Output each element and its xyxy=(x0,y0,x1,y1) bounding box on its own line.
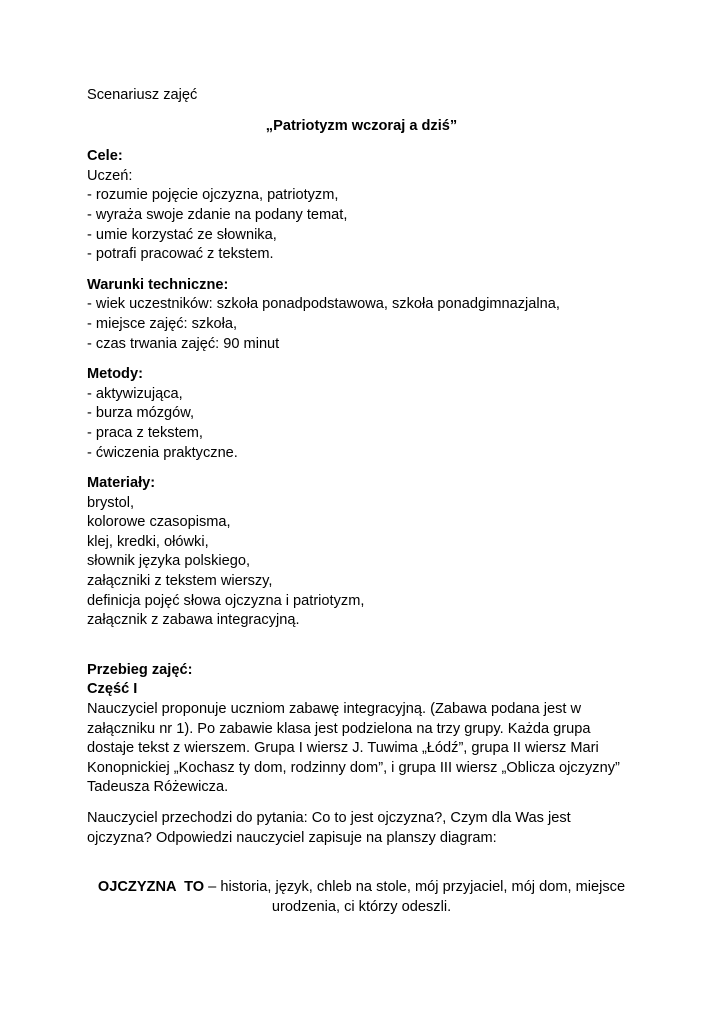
paragraph xyxy=(87,809,647,848)
list-item: słownik języka polskiego, xyxy=(87,553,251,570)
list-item: - aktywizująca, xyxy=(87,385,183,402)
diagram-definition xyxy=(87,878,636,917)
list-item: załącznik z zabawa integracyjną. xyxy=(87,612,300,629)
document-content xyxy=(87,86,647,917)
diagram-text: – historia, język, chleb na stole, mój przyjaciel, mój dom, miejsce xyxy=(204,879,626,896)
section-heading: Cele: xyxy=(87,148,123,165)
paragraph-line: dostaje tekst z wierszem. Grupa I wiersz J. Tuwima „Łódź”, grupa II wiersz Mari xyxy=(87,740,599,757)
list-item: kolorowe czasopisma, xyxy=(87,514,231,531)
list-item: definicja pojęć słowa ojczyzna i patriotyzm, xyxy=(87,592,365,609)
section-metody xyxy=(87,365,647,463)
list-item: - miejsce zajęć: szkoła, xyxy=(87,315,238,332)
list-item: - praca z tekstem, xyxy=(87,424,203,441)
list-item: załączniki z tekstem wierszy, xyxy=(87,573,273,590)
list-item: - umie korzystać ze słownika, xyxy=(87,226,277,243)
list-item: - potrafi pracować z tekstem. xyxy=(87,246,274,263)
list-item: - burza mózgów, xyxy=(87,405,195,422)
part-heading: Część I xyxy=(87,681,138,698)
list-item: - rozumie pojęcie ojczyzna, patriotyzm, xyxy=(87,187,339,204)
paragraph-line: ojczyzna? Odpowiedzi nauczyciel zapisuje na planszy diagram: xyxy=(87,829,497,846)
section-warunki xyxy=(87,276,647,354)
list-item: - czas trwania zajęć: 90 minut xyxy=(87,335,280,352)
list-item: klej, kredki, ołówki, xyxy=(87,533,209,550)
section-cele xyxy=(87,147,647,265)
section-heading: Metody: xyxy=(87,366,143,383)
list-item: - wiek uczestników: szkoła ponadpodstawowa, szkoła ponadgimnazjalna, xyxy=(87,296,560,313)
section-przebieg xyxy=(87,661,647,848)
list-item: - ćwiczenia praktyczne. xyxy=(87,444,238,461)
paragraph-line: Nauczyciel proponuje uczniom zabawę integracyjną. (Zabawa podana jest w xyxy=(87,701,582,718)
paragraph-line: Tadeusza Różewicza. xyxy=(87,779,229,796)
section-heading: Warunki techniczne: xyxy=(87,276,229,293)
list-item: brystol, xyxy=(87,494,135,511)
paragraph-line: załączniku nr 1). Po zabawie klasa jest podzielona na trzy grupy. Każda grupa xyxy=(87,720,591,737)
document-type-label: Scenariusz zajęć xyxy=(87,87,198,103)
list-item: - wyraża swoje zdanie na podany temat, xyxy=(87,206,348,223)
section-heading: Przebieg zajęć: xyxy=(87,661,193,678)
section-heading: Materiały: xyxy=(87,475,156,492)
section-materialy xyxy=(87,474,647,631)
section-intro: Uczeń: xyxy=(87,167,133,184)
diagram-label: OJCZYZNA TO xyxy=(97,879,205,896)
diagram-text-continued: urodzenia, ci którzy odeszli. xyxy=(271,898,452,915)
document-title: „Patriotyzm wczoraj a dziś” xyxy=(265,117,458,134)
paragraph-line: Nauczyciel przechodzi do pytania: Co to jest ojczyzna?, Czym dla Was jest xyxy=(87,810,571,826)
paragraph-line: Konopnickiej „Kochasz ty dom, rodzinny dom”, i grupa III wiersz „Oblicza ojczyzny” xyxy=(87,759,620,776)
